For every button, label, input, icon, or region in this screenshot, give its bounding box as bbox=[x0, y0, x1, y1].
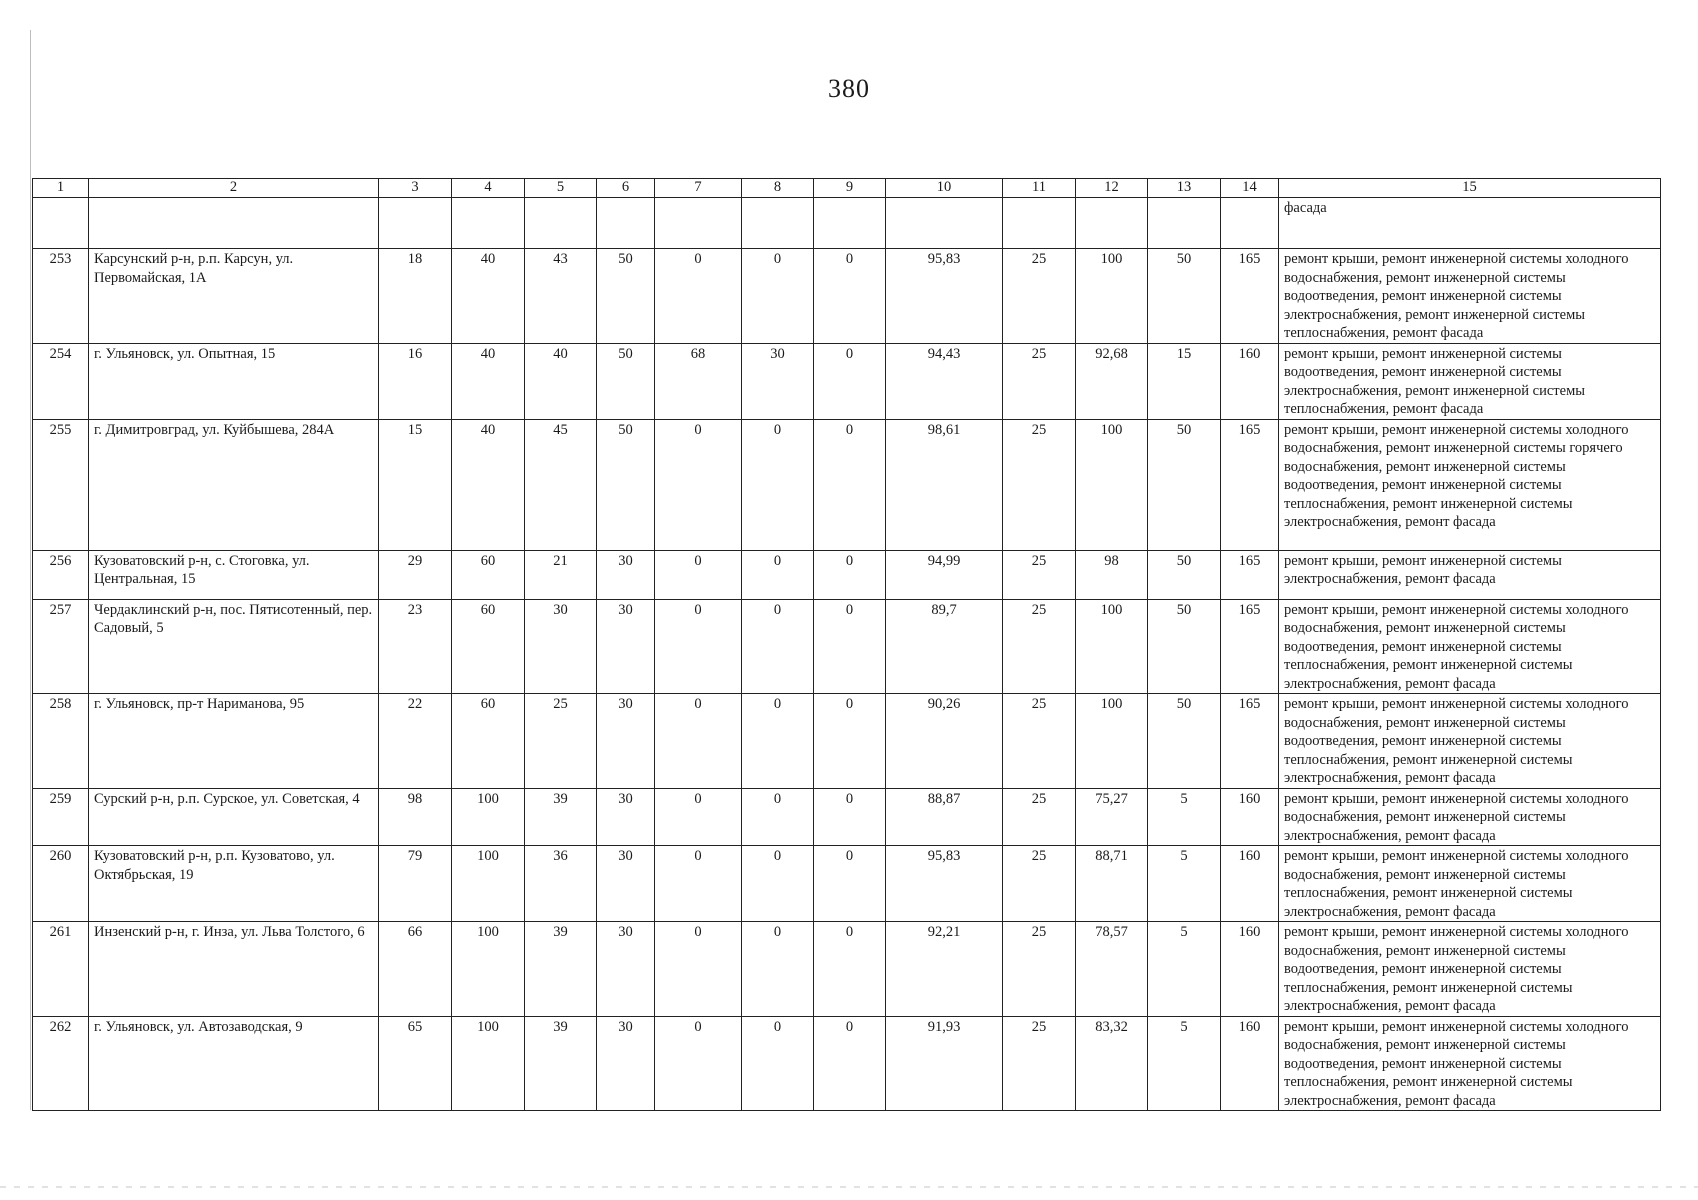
value-cell: 89,7 bbox=[886, 599, 1003, 694]
value-cell: 5 bbox=[1148, 1016, 1221, 1111]
value-cell: 91,93 bbox=[886, 1016, 1003, 1111]
value-cell: 0 bbox=[814, 846, 886, 922]
value-cell: 160 bbox=[1221, 846, 1279, 922]
works-cell: ремонт крыши, ремонт инженерной системы холодного водоснабжения, ремонт инженерной системы горячего водоснабжения, ремонт инженерной системы водоотведения, ремонт инженерной системы теплоснабжения, ремонт инженерной системы электроснабжения, ремонт фасада bbox=[1279, 419, 1661, 550]
table-row bbox=[33, 249, 1661, 344]
value-cell: 50 bbox=[597, 419, 655, 550]
value-cell: 75,27 bbox=[1076, 788, 1148, 846]
works-cell: ремонт крыши, ремонт инженерной системы водоотведения, ремонт инженерной системы электроснабжения, ремонт инженерной системы теплоснабжения, ремонт фасада bbox=[1279, 343, 1661, 419]
value-cell: 65 bbox=[379, 1016, 452, 1111]
column-header: 13 bbox=[1148, 179, 1221, 198]
address-cell: Карсунский р-н, р.п. Карсун, ул. Первомайская, 1А bbox=[89, 249, 379, 344]
value-cell: 15 bbox=[1148, 343, 1221, 419]
value-cell: 160 bbox=[1221, 788, 1279, 846]
address-cell: г. Димитровград, ул. Куйбышева, 284А bbox=[89, 419, 379, 550]
address-cell: Кузоватовский р-н, с. Стоговка, ул. Центральная, 15 bbox=[89, 550, 379, 599]
value-cell: 50 bbox=[1148, 249, 1221, 344]
value-cell: 160 bbox=[1221, 343, 1279, 419]
value-cell: 25 bbox=[1003, 550, 1076, 599]
works-cell: ремонт крыши, ремонт инженерной системы холодного водоснабжения, ремонт инженерной системы электроснабжения, ремонт фасада bbox=[1279, 788, 1661, 846]
value-cell: 50 bbox=[1148, 419, 1221, 550]
value-cell: 0 bbox=[655, 846, 742, 922]
value-cell: 0 bbox=[655, 788, 742, 846]
value-cell: 39 bbox=[525, 788, 597, 846]
value-cell: 43 bbox=[525, 249, 597, 344]
registry-rows bbox=[33, 249, 1661, 1111]
value-cell: 0 bbox=[814, 788, 886, 846]
value-cell: 5 bbox=[1148, 788, 1221, 846]
value-cell: 0 bbox=[814, 550, 886, 599]
column-header: 9 bbox=[814, 179, 886, 198]
value-cell: 0 bbox=[655, 419, 742, 550]
address-cell: г. Ульяновск, ул. Опытная, 15 bbox=[89, 343, 379, 419]
row-number-cell: 262 bbox=[33, 1016, 89, 1111]
value-cell: 94,43 bbox=[886, 343, 1003, 419]
scan-margin-line bbox=[30, 30, 31, 1110]
value-cell: 0 bbox=[742, 249, 814, 344]
row-number-cell: 260 bbox=[33, 846, 89, 922]
value-cell: 0 bbox=[742, 1016, 814, 1111]
value-cell: 60 bbox=[452, 694, 525, 789]
value-cell: 0 bbox=[742, 599, 814, 694]
value-cell: 165 bbox=[1221, 249, 1279, 344]
column-header: 6 bbox=[597, 179, 655, 198]
value-cell: 50 bbox=[1148, 550, 1221, 599]
column-header: 8 bbox=[742, 179, 814, 198]
value-cell: 0 bbox=[655, 550, 742, 599]
value-cell: 0 bbox=[742, 419, 814, 550]
value-cell: 30 bbox=[597, 694, 655, 789]
value-cell: 40 bbox=[452, 419, 525, 550]
row-number-cell: 259 bbox=[33, 788, 89, 846]
value-cell: 100 bbox=[1076, 249, 1148, 344]
works-cell: фасада bbox=[1279, 198, 1661, 249]
value-cell: 88,71 bbox=[1076, 846, 1148, 922]
value-cell: 5 bbox=[1148, 846, 1221, 922]
row-number-cell: 261 bbox=[33, 922, 89, 1017]
value-cell: 30 bbox=[742, 343, 814, 419]
value-cell: 40 bbox=[452, 343, 525, 419]
works-cell: ремонт крыши, ремонт инженерной системы холодного водоснабжения, ремонт инженерной системы водоотведения, ремонт инженерной системы теплоснабжения, ремонт инженерной системы электроснабжения, ремонт фасада bbox=[1279, 694, 1661, 789]
address-cell: г. Ульяновск, пр-т Нариманова, 95 bbox=[89, 694, 379, 789]
value-cell: 98 bbox=[379, 788, 452, 846]
value-cell: 25 bbox=[1003, 922, 1076, 1017]
table-row bbox=[33, 1016, 1661, 1111]
table-row bbox=[33, 343, 1661, 419]
works-cell: ремонт крыши, ремонт инженерной системы холодного водоснабжения, ремонт инженерной системы водоотведения, ремонт инженерной системы теплоснабжения, ремонт инженерной системы электроснабжения, ремонт фасада bbox=[1279, 1016, 1661, 1111]
value-cell: 165 bbox=[1221, 419, 1279, 550]
value-cell: 0 bbox=[742, 550, 814, 599]
value-cell: 0 bbox=[814, 343, 886, 419]
value-cell: 0 bbox=[814, 922, 886, 1017]
value-cell: 0 bbox=[655, 599, 742, 694]
value-cell: 160 bbox=[1221, 922, 1279, 1017]
value-cell: 165 bbox=[1221, 599, 1279, 694]
column-header: 11 bbox=[1003, 179, 1076, 198]
column-header: 14 bbox=[1221, 179, 1279, 198]
value-cell: 165 bbox=[1221, 550, 1279, 599]
value-cell: 36 bbox=[525, 846, 597, 922]
value-cell: 50 bbox=[1148, 599, 1221, 694]
address-cell: Инзенский р-н, г. Инза, ул. Льва Толстого, 6 bbox=[89, 922, 379, 1017]
value-cell: 0 bbox=[814, 599, 886, 694]
row-number-cell: 256 bbox=[33, 550, 89, 599]
value-cell: 0 bbox=[814, 419, 886, 550]
value-cell: 30 bbox=[597, 788, 655, 846]
value-cell: 30 bbox=[525, 599, 597, 694]
value-cell: 25 bbox=[1003, 1016, 1076, 1111]
table-row bbox=[33, 599, 1661, 694]
value-cell: 0 bbox=[742, 846, 814, 922]
value-cell: 0 bbox=[814, 1016, 886, 1111]
value-cell: 30 bbox=[597, 550, 655, 599]
value-cell: 25 bbox=[1003, 599, 1076, 694]
row-number-cell: 258 bbox=[33, 694, 89, 789]
value-cell: 90,26 bbox=[886, 694, 1003, 789]
column-number-header-row bbox=[33, 179, 1661, 198]
value-cell: 50 bbox=[597, 343, 655, 419]
value-cell: 100 bbox=[452, 788, 525, 846]
value-cell: 16 bbox=[379, 343, 452, 419]
column-header: 7 bbox=[655, 179, 742, 198]
row-number-cell: 255 bbox=[33, 419, 89, 550]
value-cell: 29 bbox=[379, 550, 452, 599]
value-cell: 40 bbox=[452, 249, 525, 344]
address-cell: Сурский р-н, р.п. Сурское, ул. Советская, 4 bbox=[89, 788, 379, 846]
value-cell: 25 bbox=[1003, 419, 1076, 550]
value-cell: 25 bbox=[1003, 846, 1076, 922]
page-number: 380 bbox=[828, 74, 870, 103]
value-cell: 160 bbox=[1221, 1016, 1279, 1111]
value-cell: 0 bbox=[655, 1016, 742, 1111]
value-cell: 30 bbox=[597, 1016, 655, 1111]
value-cell: 0 bbox=[655, 922, 742, 1017]
value-cell: 92,21 bbox=[886, 922, 1003, 1017]
value-cell: 25 bbox=[1003, 788, 1076, 846]
value-cell: 0 bbox=[655, 249, 742, 344]
value-cell: 60 bbox=[452, 599, 525, 694]
value-cell: 0 bbox=[742, 922, 814, 1017]
value-cell: 95,83 bbox=[886, 846, 1003, 922]
address-cell: Чердаклинский р-н, пос. Пятисотенный, пер. Садовый, 5 bbox=[89, 599, 379, 694]
value-cell: 21 bbox=[525, 550, 597, 599]
value-cell: 25 bbox=[1003, 249, 1076, 344]
value-cell: 98,61 bbox=[886, 419, 1003, 550]
value-cell: 88,87 bbox=[886, 788, 1003, 846]
registry-table bbox=[32, 178, 1661, 1111]
value-cell: 30 bbox=[597, 846, 655, 922]
value-cell: 68 bbox=[655, 343, 742, 419]
value-cell: 83,32 bbox=[1076, 1016, 1148, 1111]
column-header: 1 bbox=[33, 179, 89, 198]
value-cell: 50 bbox=[1148, 694, 1221, 789]
value-cell: 0 bbox=[814, 694, 886, 789]
value-cell: 0 bbox=[742, 788, 814, 846]
value-cell: 25 bbox=[1003, 694, 1076, 789]
value-cell: 92,68 bbox=[1076, 343, 1148, 419]
value-cell: 98 bbox=[1076, 550, 1148, 599]
value-cell: 100 bbox=[452, 846, 525, 922]
column-header: 5 bbox=[525, 179, 597, 198]
row-number-cell: 253 bbox=[33, 249, 89, 344]
address-cell: Кузоватовский р-н, р.п. Кузоватово, ул. Октябрьская, 19 bbox=[89, 846, 379, 922]
table-row bbox=[33, 922, 1661, 1017]
column-header: 3 bbox=[379, 179, 452, 198]
table-row bbox=[33, 419, 1661, 550]
value-cell: 0 bbox=[655, 694, 742, 789]
scan-noise-line bbox=[0, 1186, 1698, 1188]
value-cell: 165 bbox=[1221, 694, 1279, 789]
value-cell: 39 bbox=[525, 1016, 597, 1111]
value-cell: 45 bbox=[525, 419, 597, 550]
value-cell: 100 bbox=[1076, 599, 1148, 694]
works-cell: ремонт крыши, ремонт инженерной системы холодного водоснабжения, ремонт инженерной системы водоотведения, ремонт инженерной системы теплоснабжения, ремонт инженерной системы электроснабжения, ремонт фасада bbox=[1279, 922, 1661, 1017]
value-cell: 30 bbox=[597, 599, 655, 694]
value-cell: 25 bbox=[525, 694, 597, 789]
column-header: 15 bbox=[1279, 179, 1661, 198]
value-cell: 5 bbox=[1148, 922, 1221, 1017]
value-cell: 23 bbox=[379, 599, 452, 694]
value-cell: 25 bbox=[1003, 343, 1076, 419]
value-cell: 78,57 bbox=[1076, 922, 1148, 1017]
value-cell: 15 bbox=[379, 419, 452, 550]
works-cell: ремонт крыши, ремонт инженерной системы холодного водоснабжения, ремонт инженерной системы водоотведения, ремонт инженерной системы электроснабжения, ремонт инженерной системы теплоснабжения, ремонт фасада bbox=[1279, 249, 1661, 344]
continuation-row bbox=[33, 198, 1661, 249]
value-cell: 100 bbox=[1076, 694, 1148, 789]
column-header: 4 bbox=[452, 179, 525, 198]
value-cell: 0 bbox=[742, 694, 814, 789]
column-header: 2 bbox=[89, 179, 379, 198]
value-cell: 66 bbox=[379, 922, 452, 1017]
column-header: 12 bbox=[1076, 179, 1148, 198]
value-cell: 79 bbox=[379, 846, 452, 922]
works-cell: ремонт крыши, ремонт инженерной системы холодного водоснабжения, ремонт инженерной системы теплоснабжения, ремонт инженерной системы электроснабжения, ремонт фасада bbox=[1279, 846, 1661, 922]
value-cell: 95,83 bbox=[886, 249, 1003, 344]
table-row bbox=[33, 846, 1661, 922]
table-row bbox=[33, 694, 1661, 789]
table-row bbox=[33, 788, 1661, 846]
row-number-cell: 257 bbox=[33, 599, 89, 694]
row-number-cell: 254 bbox=[33, 343, 89, 419]
value-cell: 30 bbox=[597, 922, 655, 1017]
value-cell: 100 bbox=[452, 1016, 525, 1111]
value-cell: 18 bbox=[379, 249, 452, 344]
value-cell: 100 bbox=[452, 922, 525, 1017]
value-cell: 50 bbox=[597, 249, 655, 344]
works-cell: ремонт крыши, ремонт инженерной системы холодного водоснабжения, ремонт инженерной системы водоотведения, ремонт инженерной системы теплоснабжения, ремонт инженерной системы электроснабжения, ремонт фасада bbox=[1279, 599, 1661, 694]
table-row bbox=[33, 550, 1661, 599]
column-header: 10 bbox=[886, 179, 1003, 198]
value-cell: 39 bbox=[525, 922, 597, 1017]
value-cell: 94,99 bbox=[886, 550, 1003, 599]
value-cell: 40 bbox=[525, 343, 597, 419]
value-cell: 100 bbox=[1076, 419, 1148, 550]
works-cell: ремонт крыши, ремонт инженерной системы электроснабжения, ремонт фасада bbox=[1279, 550, 1661, 599]
address-cell: г. Ульяновск, ул. Автозаводская, 9 bbox=[89, 1016, 379, 1111]
value-cell: 60 bbox=[452, 550, 525, 599]
value-cell: 0 bbox=[814, 249, 886, 344]
value-cell: 22 bbox=[379, 694, 452, 789]
